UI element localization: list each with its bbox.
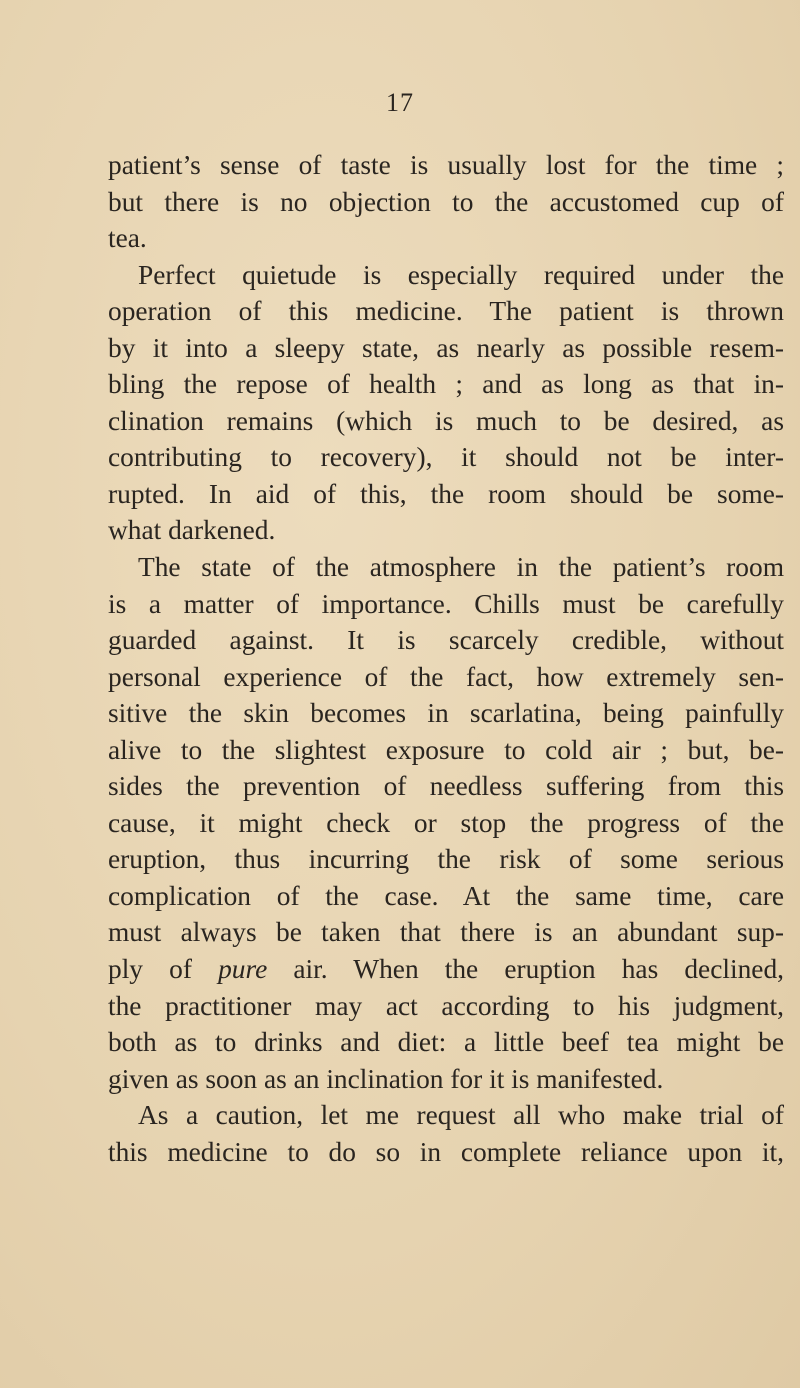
text-line: bling the repose of health ; and as long as that in-	[108, 369, 784, 400]
text-line-with-italic	[108, 951, 784, 988]
body-text	[108, 147, 784, 1170]
line-start: ply of	[108, 954, 219, 985]
text-line: patient’s sense of taste is usually lost for the time ;	[108, 150, 784, 180]
text-line: The state of the atmosphere in the patient’s room	[138, 552, 784, 583]
text-line: personal experience of the fact, how extremely sen-	[108, 661, 784, 692]
text-line: Perfect quietude is especially required under the	[138, 259, 784, 290]
text-line: this medicine to do so in complete reliance upon it,	[108, 1136, 784, 1167]
text-line: eruption, thus incurring the risk of some serious	[108, 844, 784, 875]
text-line: what darkened.	[108, 515, 276, 546]
italic-word: pure	[218, 954, 268, 985]
text-line: guarded against. It is scarcely credible, without	[108, 625, 784, 656]
page-number: 17	[386, 88, 414, 117]
text-line: cause, it might check or stop the progress of the	[108, 807, 784, 838]
text-line: by it into a sleepy state, as nearly as possible resem-	[108, 332, 784, 363]
text-line: complication of the case. At the same time, care	[108, 880, 784, 911]
text-line: tea.	[108, 223, 147, 254]
text-line: but there is no objection to the accustomed cup of	[108, 186, 784, 217]
text-line: sides the prevention of needless suffering from this	[108, 771, 784, 802]
text-line: operation of this medicine. The patient is thrown	[108, 296, 784, 327]
text-line: contributing to recovery), it should not be inter-	[108, 442, 784, 473]
text-line: both as to drinks and diet: a little beef tea might be	[108, 1027, 784, 1058]
text-line: rupted. In aid of this, the room should be some-	[108, 478, 784, 509]
text-line: must always be taken that there is an abundant sup-	[108, 917, 784, 948]
text-line: is a matter of importance. Chills must be carefully	[108, 588, 784, 619]
text-line: alive to the slightest exposure to cold air ; but, be-	[108, 734, 784, 765]
text-line: the practitioner may act according to his judgment,	[108, 990, 784, 1021]
text-line: given as soon as an inclination for it is manifested.	[108, 1063, 664, 1094]
text-line: clination remains (which is much to be desired, as	[108, 405, 784, 436]
text-line: sitive the skin becomes in scarlatina, being painfully	[108, 698, 784, 729]
line-end: air. When the eruption has declined,	[267, 954, 784, 985]
text-line: As a caution, let me request all who make trial of	[138, 1100, 784, 1131]
